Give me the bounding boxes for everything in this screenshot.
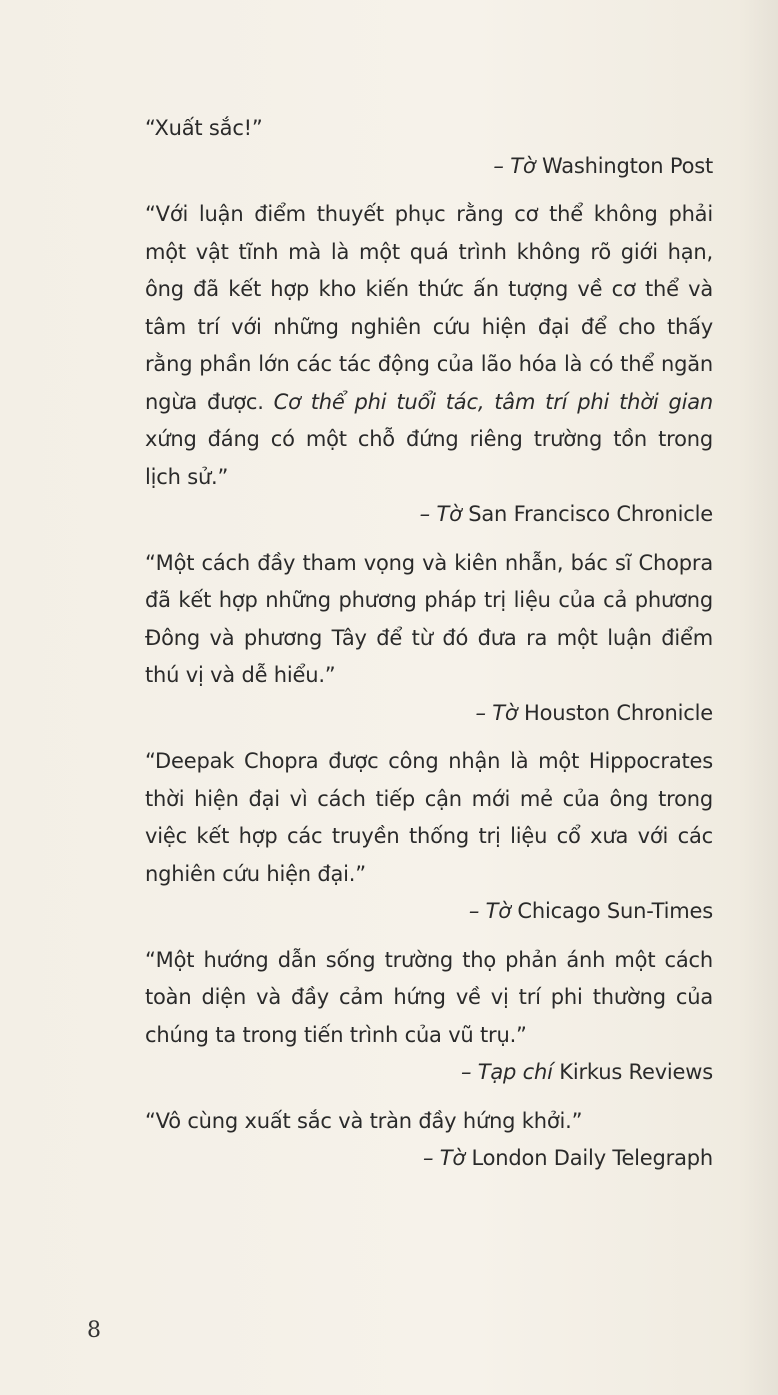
quote-source (145, 148, 713, 186)
source-prefix: – Tờ (419, 502, 462, 526)
source-name: San Francisco Chronicle (468, 502, 713, 526)
quote-text-part: xứng đáng có một chỗ đứng riêng trường tồn trong lịch sử.” (145, 427, 713, 489)
quote-source (145, 695, 713, 733)
quote-text (145, 196, 713, 496)
quote-source (145, 496, 713, 534)
source-name: London Daily Telegraph (471, 1146, 713, 1170)
quote-text: “Xuất sắc!” (145, 116, 263, 140)
page-number: 8 (87, 1318, 101, 1343)
source-name: Washington Post (541, 153, 713, 178)
source-name: Kirkus Reviews (559, 1060, 713, 1084)
quote-text: “Deepak Chopra được công nhận là một Hippocrates thời hiện đại vì cách tiếp cận mới mẻ của ông trong việc kết hợp các truyền thống trị liệu cổ xưa với các nghiên cứu hiện đại.” (145, 749, 713, 886)
source-prefix: – Tờ (468, 899, 511, 923)
source-name: Chicago Sun-Times (517, 899, 713, 923)
book-title: Cơ thể phi tuổi tác, tâm trí phi thời gian (273, 389, 713, 414)
praise-quotes (145, 110, 713, 1189)
source-prefix: – Tạp chí (460, 1060, 553, 1084)
source-prefix: – Tờ (422, 1146, 466, 1170)
source-prefix: – Tờ (493, 153, 536, 178)
quote-text: “Một cách đầy tham vọng và kiên nhẫn, bác sĩ Chopra đã kết hợp những phương pháp trị liệu của cả phương Đông và phương Tây để từ đó đưa ra một luận điểm thú vị và dễ hiểu.” (145, 550, 713, 687)
quote-text: “Vô cùng xuất sắc và tràn đầy hứng khởi.” (145, 1108, 583, 1133)
source-prefix: – Tờ (475, 700, 518, 725)
page-edge-shadow (738, 0, 778, 1395)
source-name: Houston Chronicle (524, 700, 713, 725)
quote-source (145, 893, 713, 931)
quote-source (145, 1140, 713, 1178)
quote-text: “Một hướng dẫn sống trường thọ phản ánh một cách toàn diện và đầy cảm hứng về vị trí phi thường của chúng ta trong tiến trình của vũ trụ.” (145, 947, 713, 1047)
quote-text-part: “Với luận điểm thuyết phục rằng cơ thể không phải một vật tĩnh mà là một quá trình không rõ giới hạn, ông đã kết hợp kho kiến thức ấn tượng về cơ thể và tâm trí với những nghiên cứu hiện đại để cho thấy rằng phần lớn các tác động của lão hóa là có thể ngăn ngừa được. (145, 202, 713, 414)
quote-source (145, 1054, 713, 1092)
